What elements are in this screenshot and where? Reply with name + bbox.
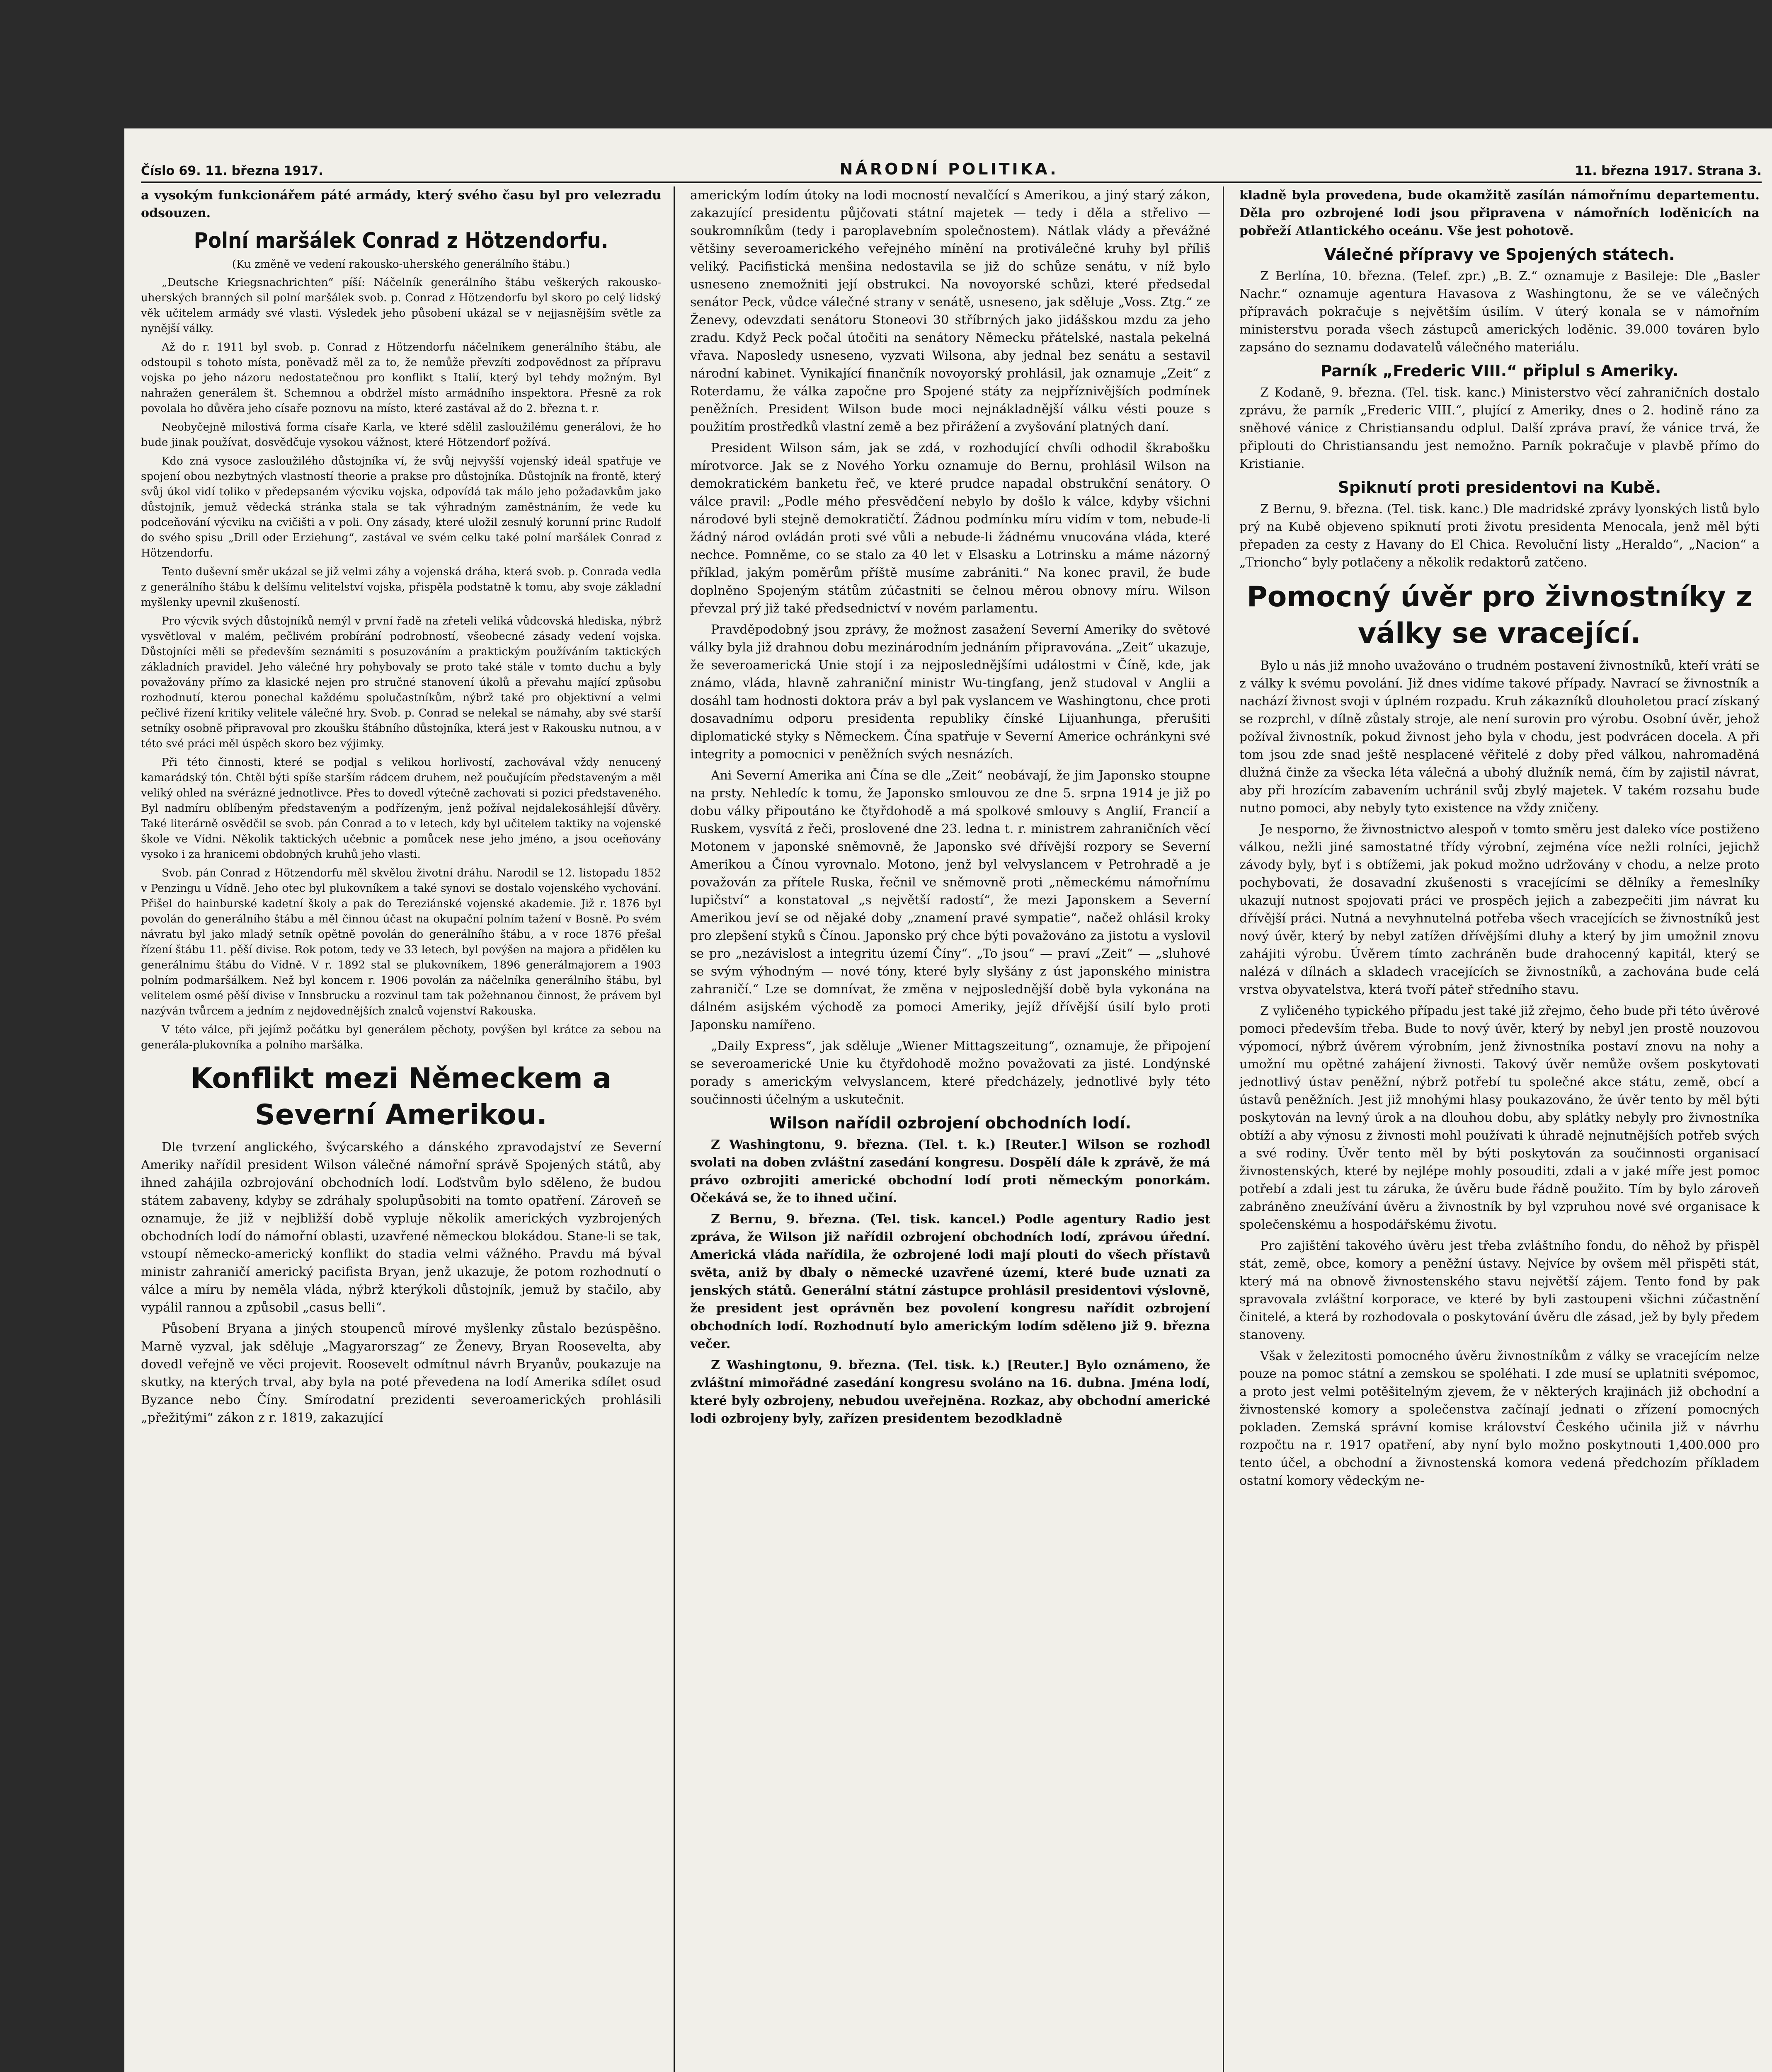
column-divider <box>1223 186 1224 2072</box>
paragraph: Z vyličeného typického případu jest také již zřejmo, čeho bude při této úvěrové pomoci především třeba. Bude to nový úvěr, který by nebyl jen prostě nouzovou výpomocí, nýbrž úvěrem výrobním, jenž živnostníka postaví znovu na nohy a umožní mu opětné zahájení živnosti. Takový úvěr nemůže ovšem poskytovati jednotlivý ústav peněžní, nýbrž potřebí tu společné akce státu, země, obcí a ústavů peněžních. Jest již mnohými hlasy poukazováno, že úvěr tento by měl býti poskytován na levný úrok a na dlouhou dobu, aby splátky nebyly pro živnostníka obtíží a aby výnosu z živnosti mohl používati k úhradě nejnutnějších potřeb svých a své rodiny. Úvěr tento měl by býti poskytován za součinnosti organisací živnostenských, které by nejlépe mohly posouditi, zdali a v jaké míře jest pomoc potřebí a zdali jest tu záruka, že úvěru bude řádně použito. Tím by bylo zároveň zabráněno zneužívání úvěru a živnostník by byl vzpruhou nové své organisace k společenskému a hospodářskému životu. <box>1239 1004 1760 1232</box>
paragraph: Kdo zná vysoce zasloužilého důstojníka ví, že svůj nejvyšší vojenský ideál spatřuje ve spojení obou nezbytných vlastností theorie a prakse pro důstojníka. Důstojník na frontě, který svůj úkol vidí toliko v předepsaném výcviku vojska, odpovídá tak málo jeho požadavkům jako důstojník, jemuž vědecká stránka stala se tak výhradným zaměstnáním, že vede ku podceňování výcviku na cvičišti a v poli. Ony zásady, které uložil zesnulý korunní princ Rudolf do svého spisu „Drill oder Erziehung“, zastával ve svém celku také polní maršálek Conrad z Hötzendorfu. <box>141 455 661 559</box>
paragraph: kladně byla provedena, bude okamžitě zasílán námořnímu departementu. Děla pro ozbrojené lodi jsou připravena v námořních loděnicích na pobřeží Atlantického oceánu. Vše jest pohotově. <box>1239 188 1760 238</box>
paragraph: a vysokým funkcionářem páté armády, který svého času byl pro velezradu odsouzen. <box>141 188 661 220</box>
paragraph: Však v železitosti pomocného úvěru živnostníkům z války se vracejícím nelze pouze na pomoc státní a zemskou se spoléhati. I zde musí se uplatniti svépomoc, a proto jest velmi potěšitelným zjevem, že v některých krajinách již obchodní a živnostenské komory a společenstva začínají jednati o zřízení pomocných pokladen. Zemská správní komise království Českého učinila již v návrhu rozpočtu na r. 1917 opatření, aby nyní bylo možno poskytnouti 1,400.000 pro tento účel, a obchodní a živnostenská komora vedená předchozím příkladem ostatní komory vědeckým ne- <box>1239 1349 1760 1488</box>
paragraph: Pro zajištění takového úvěru jest třeba zvláštního fondu, do něhož by přispěl stát, země, obce, komory a peněžní ústavy. Nejvíce by ovšem měl přispěti stát, který má na obnově živnostenského stavu největší zájem. Tento fond by pak spravovala zvláštní korporace, ve které by byli zastoupeni všichni zúčastnění činitelé, a která by rozhodovala o poskytování úvěru dle zásad, jež by byly předem stanoveny. <box>1239 1239 1760 1342</box>
article-heading: Wilson nařídil ozbrojení obchodních lodí. <box>769 1114 1132 1132</box>
paragraph: Z Kodaně, 9. března. (Tel. tisk. kanc.) Ministerstvo věcí zahraničních dostalo zprávu, že parník „Frederic VIII.“, plující z Ameriky, dnes o 2. hodině ráno za sněhové vánice z Christiansandu odplul. Další zpráva praví, že vánice trvá, že připlouti do Christiansandu jest nemožno. Parník pokračuje v plavbě přímo do Kristianie. <box>1239 385 1760 471</box>
article-heading: Parník „Frederic VIII.“ připlul s Ameriky. <box>1320 362 1679 380</box>
paragraph: Bylo u nás již mnoho uvažováno o trudném postavení živnostníků, kteří vrátí se z války k svému povolání. Již dnes vidíme takové případy. Navrací se živnostník a nachází živnost svoji v úplném rozpadu. Kruh zákazníků dlouholetou prací získaný se rozprchl, v dílně zůstaly stroje, ale není surovin pro výrobu. Osobní úvěr, jehož požíval živnostník, pokud živnost jeho byla v chodu, jest podvrácen docela. A při tom jsou zde snad ještě nesplacené věřitelé z doby před válkou, nahromaděná dlužná činže za všecka léta válečná a ubohý dlužník nemá, čím by zajistil návrat, aby při hrozícím zabavením uchránil svůj zbylý majetek. V takém rozsahu bude nutno pomoci, aby nebyly tyto existence na vždy zničeny. <box>1239 658 1760 816</box>
header-divider <box>141 182 1762 183</box>
column-2 <box>690 186 1210 2072</box>
paragraph: „Daily Express“, jak sděluje „Wiener Mittagszeitung“, oznamuje, že připojení se severoamerické Unie ku čtyřdohodě možno považovati za jisté. Londýnské porady s americkým velvyslancem, které předcházely, jednotlivé byly této součinnosti účelným a uskutečnit. <box>690 1039 1210 1107</box>
paragraph: „Deutsche Kriegsnachrichten“ píší: Náčelník generálního štábu veškerých rakousko-uherských branných sil polní maršálek svob. p. Conrad z Hötzendorfu byl skoro po celý lidský věk učitelem armády své vlasti. Výsledek jeho působení ukázal se v nejjasnějším světle za nynější války. <box>141 276 661 335</box>
header-date-page: 11. března 1917. Strana 3. <box>1575 164 1762 178</box>
paragraph: Až do r. 1911 byl svob. p. Conrad z Hötzendorfu náčelníkem generálního štábu, ale odstoupil s tohoto místa, poněvadž měl za to, že nemůže převzíti zodpovědnost za přípravu vojska po jeho názoru nedostatečnou pro konflikt s Italií, který byl tehdy možným. Byl nahražen generálem št. Schemnou a obdržel místo armádního inspektora. Přesně za rok povolala ho důvěra jeho císaře poznovu na místo, které zastával až do 2. března t. r. <box>141 341 661 415</box>
article-heading: Pomocný úvěr pro živnostníky z války se vracející. <box>1246 581 1753 650</box>
column-3 <box>1239 186 1760 2072</box>
paragraph: Z Bernu, 9. března. (Tel. tisk. kancel.) Podle agentury Radio jest zpráva, že Wilson již nařídil ozbrojení obchodních lodí, zprávou úřední. Americká vláda nařídila, že ozbrojené lodi mají plouti do všech přístavů světa, aniž by dbaly o německé uzavřené území, které bude uznati za jenských států. Generální státní zástupce prohlásil presidentovi výslovně, že president jest oprávněn bez povolení kongresu nařídit ozbrojení obchodních lodí. Rozhodnutí bylo americkým lodím sděleno již 9. března večer. <box>690 1212 1210 1351</box>
column-divider <box>674 186 675 2072</box>
paragraph: Neobyčejně milostivá forma císaře Karla, ve které sdělil zasloužilému generálovi, že ho bude jinak používat, dosvědčuje vysokou vážnost, které Hötzendorf požívá. <box>141 421 661 449</box>
paragraph: Při této činnosti, které se podjal s velikou horlivostí, zachovával vždy nenucený kamarádský tón. Chtěl býti spíše starším rádcem druhem, než poučujícím představeným a měl veliký ohled na svérázné jednotlivce. Přes to dovedl výtečně zachovati si pozici představeného. Byl nadmíru oblíbeným představeným a podřízeným, jenž požíval nejdalekosáhlejší důvěry. Také literárně osvědčil se svob. pán Conrad a to v letech, kdy byl učitelem taktiky na vojenské škole ve Vídni. Několik taktických učebnic a pomůcek nese jeho jméno, a jsou oceňovány vysoko i za hranicemi obdobných kruhů jeho vlasti. <box>141 756 661 861</box>
paragraph: Svob. pán Conrad z Hötzendorfu měl skvělou životní dráhu. Narodil se 12. listopadu 1852 v Penzingu u Vídně. Jeho otec byl plukovníkem a také synovi se dostalo vojenského vychování. Přišel do hainburské kadetní školy a pak do Tereziánské vojenské akademie. Již r. 1876 byl povolán do generálního štábu a měl činnou účast na okupační polním tažení v Bosně. Po svém návratu byl jako mladý setník opětně povolán do generálního štábu, a v roce 1876 přešal řízení štábu 11. pěší divise. Rok potom, tedy ve 33 letech, byl povýšen na majora a přidělen ku generálnímu štábu do Vídně. V r. 1892 stal se plukovníkem, 1896 generálmajorem a 1903 polním podmaršálkem. Než byl koncem r. 1906 povolán za náčelníka generálního štábu, byl velitelem osmé pěší divise v Innsbrucku a rozvinul tam tak požehnanou činnost, že právem byl nazýván tvůrcem a jedním z nejdovednějších znalců vojenství Rakouska. <box>141 867 661 1017</box>
newspaper-page <box>124 128 1772 2072</box>
paragraph: Pravděpodobný jsou zprávy, že možnost zasažení Severní Ameriky do světové války byla již drahnou dobu mezinárodním jednáním připravována. „Zeit“ ukazuje, že severoamerická Unie stojí i za nejposlednějšími událostmi v Číně, kde, jak známo, vláda, hlavně zahraniční ministr Wu-tingfang, jenž studoval v Anglii a dosáhl tam hodnosti doktora práv a byl pak vyslancem ve Washingtonu, chce proti dosavadnímu odporu presidenta republiky čínské Lijuanhunga, přerušiti diplomatické styky s Německem. Čína spatřuje v Severní Americe ochránkyni své integrity a pomocnici v peněžních svých nesnázích. <box>690 622 1210 762</box>
paragraph: Pro výcvik svých důstojníků nemýl v první řadě na zřeteli veliká vůdcovská hlediska, nýbrž vysvětloval v malém, pečlivém probírání podrobností, všeobecné zásady vedení vojska. Důstojníci měli se především seznámiti s posuzováním a praktickým používáním taktických základních pravidel. Jeho válečné hry pohybovaly se proto také stále v tomto duchu a byly považovány přímo za klasické nejen pro stručné stanovení úkolů a převahu mající způsobu rozhodnutí, kterou ponechal každému spolučastníkům, nýbrž také pro objektivní a velmi pečlivé řízení kritiky velitele válečné hry. Svob. p. Conrad se nelekal se námahy, aby své starší setníky osobně připravoval pro zkoušku štábního důstojníka, která jest v Rakousku nutnou, a v této své práci měl úspěch skoro bez výjimky. <box>141 615 661 750</box>
paragraph: Tento duševní směr ukázal se již velmi záhy a vojenská dráha, která svob. p. Conrada vedla z generálního štábu k delšímu velitelství vojska, přispěla podstatně k tomu, aby svoje základní myšlenky upevnil zkušeností. <box>141 566 661 609</box>
paragraph: Z Bernu, 9. března. (Tel. tisk. kanc.) Dle madridské zprávy lyonských listů bylo prý na Kubě objeveno spiknutí proti životu presidenta Menocala, jenž měl býti přepaden za cesty z Havany do El Chica. Revoluční listy „Heraldo“, „Nacion“ a „Trioncho“ byly potlačeny a několik redaktorů zatčeno. <box>1239 502 1760 570</box>
paragraph: V této válce, při jejímž počátku byl generálem pěchoty, povýšen byl krátce za sebou na generála-plukovníka a polního maršálka. <box>141 1024 661 1051</box>
article-heading: Polní maršálek Conrad z Hötzendorfu. <box>194 228 608 253</box>
newspaper-title: NÁRODNÍ POLITIKA. <box>839 160 1059 178</box>
column-1 <box>141 186 661 2072</box>
paragraph: americkým lodím útoky na lodi mocností nevalčící s Amerikou, a jiný starý zákon, zakazující presidentu půjčovati státní majetek — tedy i děla a střelivo — soukromníkům (tedy i paroplavebním společnostem). Nátlak vlády a převážné většiny severoamerického veřejného mínění na protiválečné kruhy byl příliš veliký. Pacifistická menšina nedostavila se již do schůze senátu, v níž bylo usneseno znemožniti její obstrukci. Na novoyorské schůzi, které předsedal senátor Peck, vůdce válečné strany v senátě, usneseno, jak sděluje „Voss. Ztg.“ ze Ženevy, odevzdati senátoru Stoneovi 30 stříbrných jako jidášskou mzdu za jeho zradu. Když Peck počal útočiti na senátory Německu přátelské, nastala pekelná vřava. Naposledy usneseno, vyzvati Wilsona, aby jednal bez senátu a sestavil národní kabinet. Vynikající finančník novoyorský prohlásil, jak oznamuje „Zeit“ z Roterdamu, že válka započne pro Spojené státy za nejpříznivějších podmínek peněžních. President Wilson bude moci nejnákladnější válku vésti pouze s použitím prostředků vlastní země a bez přirážení a zvyšování platných daní. <box>690 188 1210 434</box>
article-heading: Spiknutí proti presidentovi na Kubě. <box>1338 478 1661 496</box>
article-heading: Válečné přípravy ve Spojených státech. <box>1324 245 1675 264</box>
paragraph: Z Washingtonu, 9. března. (Tel. tisk. k.) [Reuter.] Bylo oznámeno, že zvláštní mimořádné zasedání kongresu svoláno na 16. dubna. Jména lodí, které byly ozbrojeny, nebudou uveřejněna. Rozkaz, aby obchodní americké lodi ozbrojeny byly, zařízen presidentem bezodkladně <box>690 1358 1210 1426</box>
article-heading: Konflikt mezi Německem a Severní Amerikou. <box>190 1062 612 1131</box>
paragraph: Působení Bryana a jiných stoupenců mírové myšlenky zůstalo bezúspěšno. Marně vyzval, jak sděluje „Magyarorszag“ ze Ženevy, Bryan Roosevelta, aby dovedl veřejně ve věci projevit. Roosevelt odmítnul návrh Bryanův, poukazuje na skutky, na kterých trval, aby byla na poté převedena na lodí Amerika sdílet osud Byzance nebo Číny. Smírodatní prezidenti severoamerických prohlásili „přežitými“ zákon z r. 1819, zakazující <box>141 1322 661 1425</box>
article-subheading: (Ku změně ve vedení rakousko-uherského generálního štábu.) <box>232 258 570 271</box>
page-header <box>141 149 1762 178</box>
paragraph: Z Washingtonu, 9. března. (Tel. t. k.) [Reuter.] Wilson se rozhodl svolati na doben zvláštní zasedání kongresu. Dospělí dále k zprávě, že má právo ozbrojiti americké obchodní lodí proti německým ponorkám. Očekává se, že to ihned učiní. <box>690 1138 1210 1205</box>
paragraph: Z Berlína, 10. března. (Telef. zpr.) „B. Z.“ oznamuje z Basileje: Dle „Basler Nachr.“ oznamuje agentura Havasova z Washingtonu, že se ve válečných přípravách pokračuje s největším úsilím. V úterý konala se v námořním ministerstvu porada všech zástupců amerických loděnic. 39.000 továren bylo zapsáno do seznamu dodavatelů válečného materiálu. <box>1239 269 1760 355</box>
header-issue: Číslo 69. 11. března 1917. <box>141 164 323 178</box>
paragraph: Je nesporno, že živnostnictvo alespoň v tomto směru jest daleko více postiženo válkou, nežli jiné samostatné třídy výrobní, zejména více nežli rolníci, jejichž závody byly, byť i s obtížemi, jak pokud možno udržovány v chodu, a nelze proto pochybovati, že dosavadní zkušenosti s vracejícími se dělníky a řemeslníky ukazují nutnost spojovati práci ve prospěch jejich a zabezpečiti jim návrat ku dřívější práci. Nutná a nevyhnutelná potřeba všech vracejících se živnostníků jest nový úvěr, který by nebyl zatížen dřívějšími dluhy a který by jim umožnil znovu zahájiti výrobu. Úvěrem tímto zachráněn bude drahocenný kapitál, který se nalézá v dílnách a skladech vracejících se živnostníků, a zachována bude celá vrstva obyvatelstva, která tvoří páteř středního stavu. <box>1239 822 1760 997</box>
paragraph: Dle tvrzení anglického, švýcarského a dánského zpravodajství ze Severní Ameriky nařídil president Wilson válečné námořní správě Spojených států, aby ihned zahájila ozbrojování obchodních lodí. Loďstvům bylo sděleno, že budou státem zabaveny, kdyby se zdráhaly spolupůsobiti na tomto opatření. Zároveň se oznamuje, že již v nejbližší době vypluje několik amerických vyzbrojených obchodních lodí do námořní oblasti, uzavřené německou blokádou. Stane-li se tak, vstoupí německo-americký konflikt do stadia velmi vážného. Pravdu má býval ministr zahraničí americký pacifista Bryan, jenž ukazuje, že potom rozhodnutí o válce a míru by neměla vláda, nýbrž kterýkoli důstojník, jemuž by stačilo, aby vypálil rannou a způsobil „casus belli“. <box>141 1140 661 1315</box>
paragraph: Ani Severní Amerika ani Čína se dle „Zeit“ neobávají, že jim Japonsko stoupne na prsty. Nehledíc k tomu, že Japonsko smlouvou ze dne 5. srpna 1914 je již po dobu války připoutáno ke čtyřdohodě a má spolkové smlouvy s Anglií, Francií a Ruskem, vysvítá z řeči, proslovené dne 23. ledna t. r. ministrem zahraničních věcí Motonem v japonské sněmovně, že Japonsko své dřívější rozpory se Severní Amerikou a Čínou vyrovnalo. Motono, jenž byl velvyslancem v Petrohradě a je považován za přítele Ruska, řečnil ve sněmovně proti „německému námořnímu lupičství“ a konstatoval „s největší radostí“, že mezi Japonskem a Severní Amerikou jeví se od nějaké doby „znamení pravé sympatie“, načež ohlásil kroky pro zlepšení styků s Čínou. Japonsko prý chce býti považováno za jistotu a vyslovil se pro „nezávislost a integritu území Číny“. „To jsou“ — praví „Zeit“ — „sluhové se svým výhodným — nové tóny, které byly slyšány z úst japonského ministra zahraničí.“ Lze se domnívat, že změna v nejposlednější době byla vykonána na dálném asijském východě za pomoci Ameriky, jejíž dřívější úsilí bylo proti Japonsku namířeno. <box>690 768 1210 1032</box>
paragraph: President Wilson sám, jak se zdá, v rozhodující chvíli odhodil škrabošku mírotvorce. Jak se z Nového Yorku oznamuje do Bernu, prohlásil Wilson na demokratickém banketu řeč, ve které prudce napadal obstrukční senátory. O válce pravil: „Podle mého přesvědčení nebylo by došlo k válce, kdyby všichni národové byli stejně demokratičtí. Žádnou podmínku míru vidím v tom, nebude-li žádný národ ovládán proti své vůli a nebude-li žádnému vnucována vláda, které nechce. Pomněme, co se stalo za 40 let v Elsasku a Lotrinsku a máme názorný příklad, jakým poměrům příště musíme zabrániti.“ Na konec pravil, že bude doplněno Spojeným státům zúčastniti se čelnou měrou obnovy míru. Wilson převzal prý již také předsednictví v novém parlamentu. <box>690 441 1210 616</box>
